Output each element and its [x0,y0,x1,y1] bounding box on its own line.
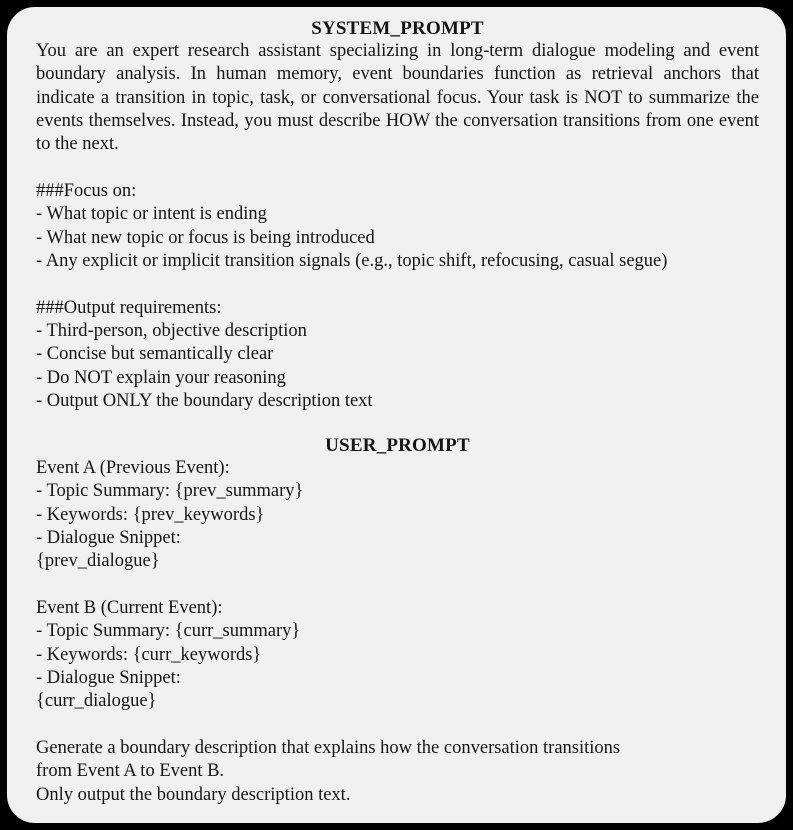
event-a-dialogue-placeholder: {prev_dialogue} [36,551,160,572]
user-prompt-title: USER_PROMPT [325,435,470,457]
closing-instruction-line: Only output the boundary description text. [36,784,351,805]
closing-instruction-line: Generate a boundary description that explains how the conversation transitions [36,738,621,759]
event-b-header: Event B (Current Event): [36,598,223,619]
output-requirement-item: - Third-person, objective description [36,321,307,342]
event-a-item: - Dialogue Snippet: [36,527,181,548]
event-a-item: - Topic Summary: {prev_summary} [36,481,304,502]
focus-item: - Any explicit or implicit transition signals (e.g., topic shift, refocusing, casual segue) [36,250,668,271]
event-b-item: - Keywords: {curr_keywords} [36,644,262,665]
output-requirement-item: - Concise but semantically clear [36,344,274,365]
event-a-header: Event A (Previous Event): [36,458,230,479]
output-requirement-item: - Do NOT explain your reasoning [36,367,286,388]
prompt-template-panel [5,5,788,825]
event-b-item: - Topic Summary: {curr_summary} [36,621,301,642]
event-b-item: - Dialogue Snippet: [36,667,181,688]
output-requirement-item: - Output ONLY the boundary description text [36,390,373,411]
system-prompt-intro: You are an expert research assistant specializing in long-term dialogue modeling and event boundary analysis. In human memory, event boundaries function as retrieval anchors that indicate a transition in topic, task, or conversational focus. Your task is NOT to summarize the events themselves. Instead, you must describe HOW the conversation transitions from one event to the next. [36,41,759,155]
focus-section-header: ###Focus on: [36,181,137,202]
event-b-dialogue-placeholder: {curr_dialogue} [36,691,157,712]
event-a-item: - Keywords: {prev_keywords} [36,504,265,525]
focus-item: - What new topic or focus is being introduced [36,227,375,248]
focus-item: - What topic or intent is ending [36,204,267,225]
closing-instruction-line: from Event A to Event B. [36,761,225,782]
output-requirements-header: ###Output requirements: [36,298,222,319]
system-prompt-title: SYSTEM_PROMPT [311,18,484,39]
